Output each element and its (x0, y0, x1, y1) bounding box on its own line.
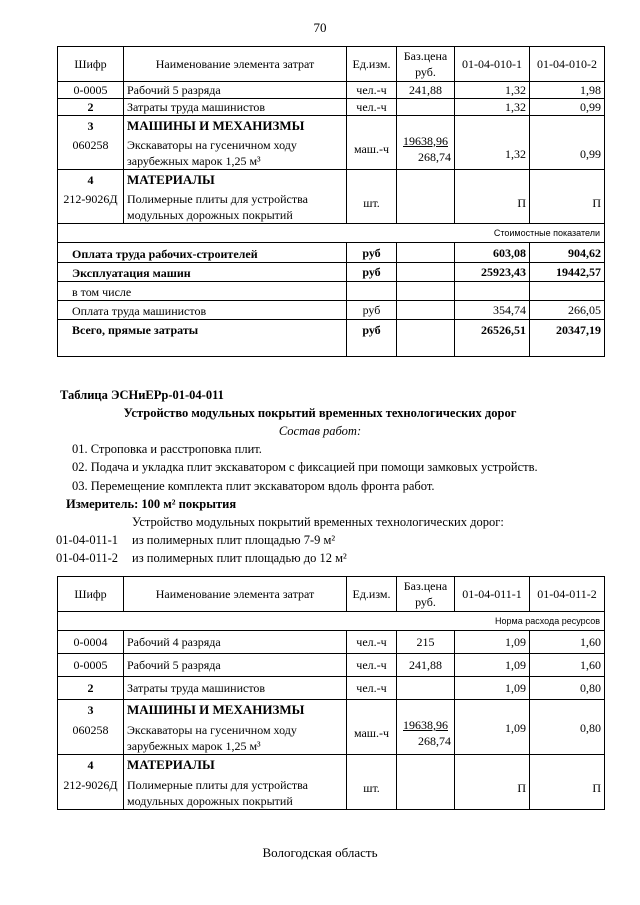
variant-2-text: из полимерных плит площадью до 12 м² (132, 551, 347, 565)
summary-row: Всего, прямые затраты руб 26526,51 20347,19 (58, 320, 605, 357)
section-label-row: Норма расхода ресурсов (58, 612, 605, 631)
summary-row: Оплата труда рабочих-строителей руб 603,08 904,62 (58, 243, 605, 263)
table-row: 0-0005 Рабочий 5 разряда чел.-ч 241,88 1,09 1,60 (58, 654, 605, 677)
header-name: Наименование элемента затрат (124, 47, 347, 82)
variant-2-code: 01-04-011-2 (56, 551, 119, 565)
summary-row: Эксплуатация машин руб 25923,43 19442,57 (58, 263, 605, 282)
section-title: Устройство модульных покрытий временных технологических дорог (123, 406, 517, 420)
intro-text: Устройство модульных покрытий временных технологических дорог: (132, 515, 504, 529)
table-row-machines: 3 060258 МАШИНЫ И МЕХАНИЗМЫ Экскаваторы на гусеничном ходу зарубежных марок 1,25 м³ маш.-ч 19638,96 268,74 1,32 0,99 (58, 116, 605, 170)
table-row-materials: 4 212-9026Д МАТЕРИАЛЫ Полимерные плиты для устройства модульных дорожных покрытий шт. П П (58, 755, 605, 810)
table-header-row: Шифр Наименование элемента затрат Ед.изм. Баз.цена руб. 01-04-011-1 01-04-011-2 (58, 577, 605, 612)
cost-table-2 (57, 576, 605, 810)
variant-1-code: 01-04-011-1 (56, 533, 119, 547)
header-price: Баз.цена руб. (397, 47, 455, 82)
summary-row: Оплата труда машинистов руб 354,74 266,05 (58, 301, 605, 320)
meter-label: Измеритель: 100 м² покрытия (66, 497, 237, 511)
table-row-materials: 4 212-9026Д МАТЕРИАЛЫ Полимерные плиты для устройства модульных дорожных покрытий шт. П П (58, 170, 605, 224)
work-item: 02. Подача и укладка плит экскаватором с фиксацией при помощи замковых устройств. (72, 460, 538, 474)
summary-row: в том числе (58, 282, 605, 301)
footer-region: Вологодская область (262, 845, 378, 860)
table-row: 0-0004 Рабочий 4 разряда чел.-ч 215 1,09 1,60 (58, 631, 605, 654)
header-col2: 01-04-010-2 (530, 47, 605, 82)
header-code: Шифр (58, 47, 124, 82)
table-row-machines: 3 060258 МАШИНЫ И МЕХАНИЗМЫ Экскаваторы на гусеничном ходу зарубежных марок 1,25 м³ маш.-ч 19638,96 268,74 1,09 0,80 (58, 700, 605, 755)
header-col1: 01-04-010-1 (455, 47, 530, 82)
table-row: 2 Затраты труда машинистов чел.-ч 1,32 0,99 (58, 99, 605, 116)
table-header-row (58, 47, 605, 82)
table-row: 0-0005 Рабочий 5 разряда чел.-ч 241,88 1,32 1,98 (58, 82, 605, 99)
works-heading: Состав работ: (278, 424, 362, 438)
table-title: Таблица ЭСНиЕРр-01-04-011 (60, 388, 224, 402)
work-item: 03. Перемещение комплекта плит экскаватором вдоль фронта работ. (72, 479, 435, 493)
section-label-row: Стоимостные показатели (58, 224, 605, 243)
page-number: 70 (313, 20, 327, 35)
work-item: 01. Строповка и расстроповка плит. (72, 442, 262, 456)
cost-table-1 (57, 46, 605, 357)
variant-1-text: из полимерных плит площадью 7-9 м² (132, 533, 336, 547)
table-row: 2 Затраты труда машинистов чел.-ч 1,09 0,80 (58, 677, 605, 700)
header-unit: Ед.изм. (347, 47, 397, 82)
